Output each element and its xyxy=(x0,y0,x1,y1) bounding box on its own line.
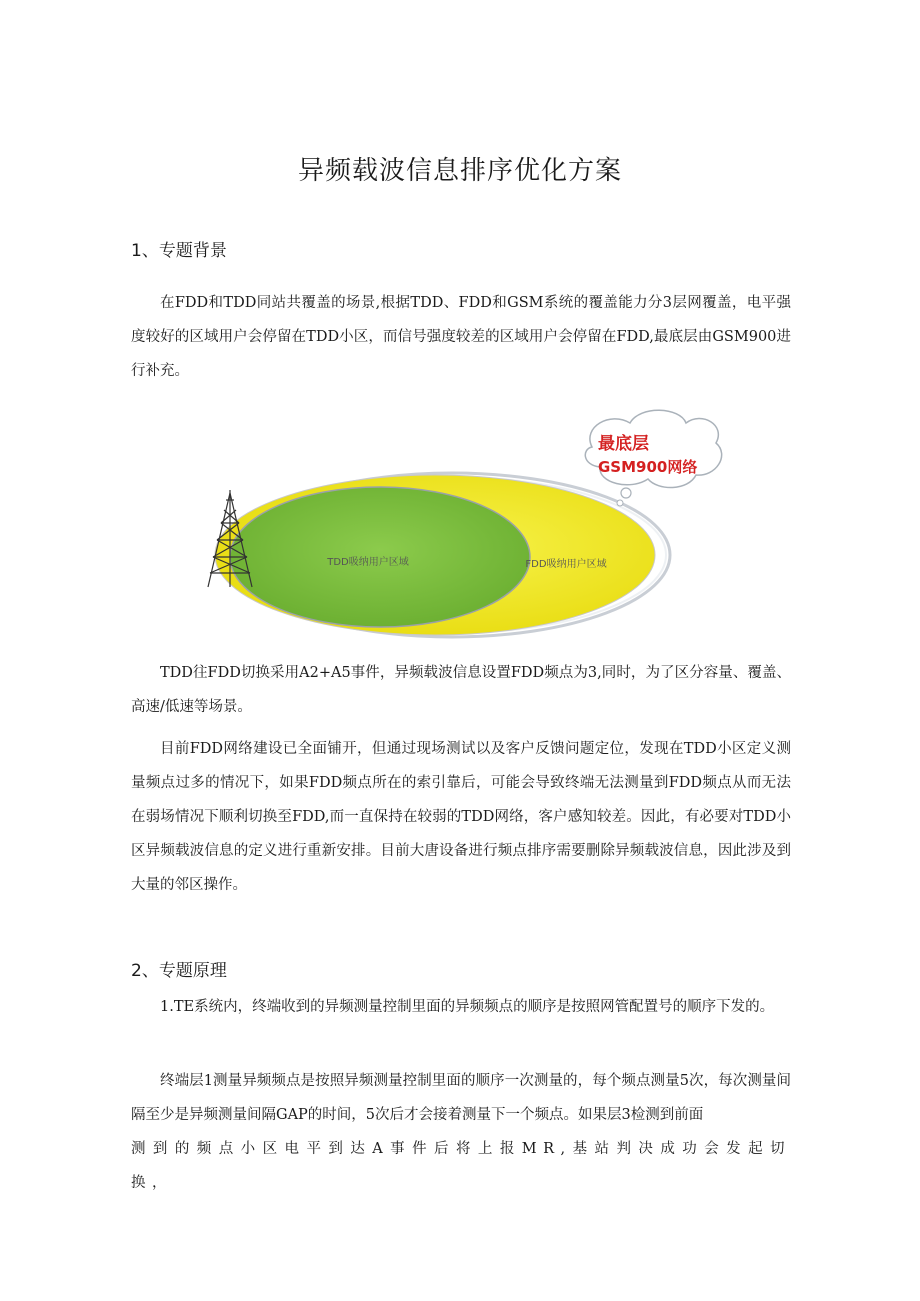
tdd-zone-label: TDD吸纳用户区域 xyxy=(327,557,409,568)
section-2-paragraph-3: 测到的频点小区电平到达A事件后将上报MR,基站判决成功会发起切换， xyxy=(131,1141,791,1191)
cloud-label-line-2: GSM900网络 xyxy=(598,458,698,476)
fdd-zone-label: FDD吸纳用户区域 xyxy=(525,559,607,570)
document-title: 异频载波信息排序优化方案 xyxy=(297,156,622,186)
coverage-diagram xyxy=(190,405,730,645)
section-2-paragraph-2: 终端层1测量异频频点是按照异频测量控制里面的顺序一次测量的，每个频点测量5次，每次测量间隔至少是异频测量间隔GAP的时间，5次后才会接着测量下一个频点。如果层3检测到前面 xyxy=(131,1073,791,1123)
section-1-paragraph-1: 在FDD和TDD同站共覆盖的场景,根据TDD、FDD和GSM系统的覆盖能力分3层网覆盖，电平强度较好的区域用户会停留在TDD小区，而信号强度较差的区域用户会停留在FDD,最底层由GSM900进行补充。 xyxy=(131,295,791,379)
section-2-heading: 2、专题原理 xyxy=(131,961,227,981)
section-1-paragraph-2: TDD往FDD切换采用A2+A5事件，异频载波信息设置FDD频点为3,同时，为了区分容量、覆盖、高速/低速等场景。 xyxy=(131,665,791,715)
section-1-heading: 1、专题背景 xyxy=(131,241,227,261)
section-1-paragraph-3: 目前FDD网络建设已全面铺开，但通过现场测试以及客户反馈问题定位，发现在TDD小区定义测量频点过多的情况下，如果FDD频点所在的索引靠后，可能会导致终端无法测量到FDD频点从而无法在弱场情况下顺利切换至FDD,而一直保持在较弱的TDD网络，客户感知较差。因此，有必要对TDD小区异频载波信息的定义进行重新安排。目前大唐设备进行频点排序需要删除异频载波信息，因此涉及到大量的邻区操作。 xyxy=(131,741,791,893)
section-2-paragraph-1: 1.TE系统内，终端收到的异频测量控制里面的异频频点的顺序是按照网管配置号的顺序下发的。 xyxy=(160,999,775,1015)
cloud-label-line-1: 最底层 xyxy=(598,434,649,454)
